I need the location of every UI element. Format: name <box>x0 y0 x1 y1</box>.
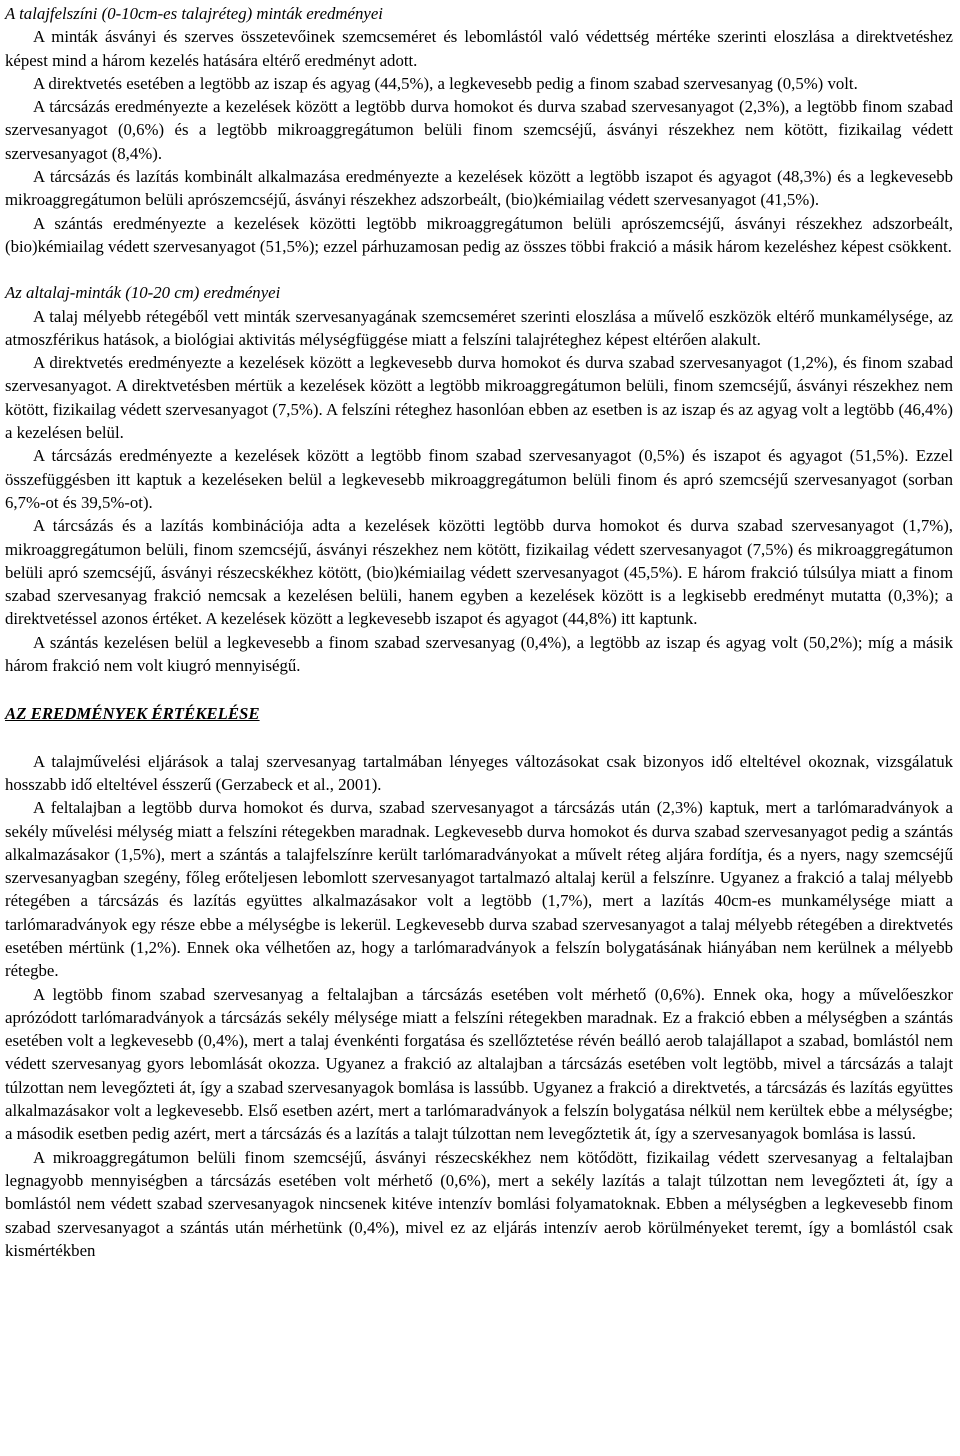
section-heading-evaluation: AZ EREDMÉNYEK ÉRTÉKELÉSE <box>5 704 260 724</box>
section-heading-topsoil: A talajfelszíni (0-10cm-es talajréteg) minták eredményei <box>5 4 383 23</box>
document-page <box>5 2 953 1262</box>
paragraph: A szántás kezelésen belül a legkevesebb a finom szabad szervesanyag (0,4%), a legtöbb az iszap és agyag volt (50,2%); míg a másik három frakció nem volt kiugró mennyiségű. <box>5 632 953 676</box>
paragraph: A direktvetés eredményezte a kezelések között a legkevesebb durva homokot és durva szabad szervesanyagot (1,2%), és finom szabad szervesanyagot. A direktvetésben mértük a kezelések között a legtöbb mikroaggregátumon belüli, finom szemcséjű, ásványi részekhez nem kötött, fizikailag védett szervesanyagot (7,5%). A felszíni réteghez hasonlóan ebben az esetben is az iszap és az agyag volt a legtöbb (46,4%) a kezelésen belül. <box>5 353 953 443</box>
paragraph: A legtöbb finom szabad szervesanyag a feltalajban a tárcsázás esetében volt mérhető (0,6%). Ennek oka, hogy a művelőeszkor aprózódott tarlómaradványok a tárcsázás sekély mélysége miatt a felszíni rétegekben maradnak. Ez a frakció ebben a mélységben a szántás esetében volt a legkevesebb (0,4%), mert a talaj évenkénti forgatása és szellőztetése révén beálló aerob talajállapot a szabad, bomlástól nem védett szervesanyag gyors lebomlását okozza. Ugyanez a frakció az altalajban a tárcsázás esetében volt legtöbb, mivel a tárcsázás a talajt túlzottan nem levegőzteti át, így a szabad szervesanyagok bomlása is lassúbb. Ugyanez a frakció a direktvetés, a tárcsázás és lazítás együttes alkalmazásakor volt a legkevesebb. Első esetben azért, mert a tarlómaradványok a felszín bolygatása nélkül nem kerültek ebbe a mélységbe; a második esetben pedig azért, mert a tárcsázás és a lazítás a talajt túlzottan nem levegőztetik át, így a szervesanyagok bomlása is lassú. <box>5 984 953 1144</box>
paragraph: A feltalajban a legtöbb durva homokot és durva, szabad szervesanyagot a tárcsázás után (2,3%) kaptuk, mert a tarlómaradványok a sekély művelési mélység miatt a felszíni rétegekben maradnak. Legkevesebb durva homokot és durva szabad szervesanyagot pedig a szántás alkalmazásakor (1,5%), mert a szántás a talajfelszínre került tarlómaradványokat a művelt réteg aljára fordítja, és a nyers, nagy szemcséjű szervesanyagban szegény, főleg erőteljesen lebomlott szervesanyagot tartalmazó altalaj kerül a felszínre. Ugyanez a frakció a talaj mélyebb rétegében a tárcsázás és lazítás együttes alkalmazásakor volt a legtöbb (1,7%), mert a lazítás 40cm-es munkamélysége miatt a tarlómaradványok egy része ebbe a mélységbe is lekerül. Legkevesebb durva szabad szervesanyagot a talaj mélyebb rétegében a direktvetés esetében mértünk (1,2%). Ennek oka vélhetően az, hogy a tarlómaradványok a felszín bolygatásának hiányában nem kerülnek a mélyebb rétegbe. <box>5 798 953 981</box>
paragraph: A tárcsázás és lazítás kombinált alkalmazása eredményezte a kezelések között a legtöbb iszapot és agyagot (48,3%) és a legkevesebb mikroaggregátumon belüli aprószemcséjű, ásványi részekhez adszorbeált, (bio)kémiailag védett szervesanyagot (41,5%). <box>5 167 953 210</box>
paragraph: A direktvetés esetében a legtöbb az iszap és agyag (44,5%), a legkevesebb pedig a finom szabad szervesanyag (0,5%) volt. <box>33 73 858 93</box>
paragraph: A minták ásványi és szerves összetevőinek szemcseméret és lebomlástól való védettség mértéke szerinti eloszlása a direktvetéshez képest mind a három kezelés hatására eltérő eredményt adott. <box>5 27 953 70</box>
section-heading-subsoil: Az altalaj-minták (10-20 cm) eredményei <box>5 283 281 303</box>
paragraph: A mikroaggregátumon belüli finom szemcséjű, ásványi részecskékhez nem kötődött, fizikailag védett szervesanyag a feltalajban legnagyobb mennyiségben a tárcsázás esetében volt mérhető (0,6%), mert a sekély lazítás a talajt túlzottan nem levegőzteti át, így a bomlástól nem védett szabad szervesanyagok nincsenek kitéve intenzív bomlási folyamatoknak. Ebben a mélységben a legkevesebb finom szabad szervesanyagot a szántás után mérhetünk (0,4%), mivel ez az eljárás intenzív aerob körülményeket teremt, így a bomlástól csak kismértékben <box>5 1147 953 1260</box>
paragraph: A talajművelési eljárások a talaj szervesanyag tartalmában lényeges változásokat csak bizonyos idő elteltével okoznak, vizsgálatuk hosszabb idő elteltével ésszerű (Gerzabeck et al., 2001). <box>5 751 953 794</box>
paragraph: A tárcsázás és a lazítás kombinációja adta a kezelések közötti legtöbb durva homokot és durva szabad szervesanyagot (1,7%), mikroaggregátumon belüli, finom szemcséjű, ásványi részekhez nem kötött, fizikailag védett szervesanyagot (7,5%) és mikroaggregátumon belüli apró szemcséjű, ásványi részecskékhez kötött, (bio)kémiailag védett szervesanyagot (45,5%). E három frakció túlsúlya miatt a finom szabad szervesanyag frakció nemcsak a kezelésen belüli, hanem egyben a kezelések között is a legkisebb eredményt mutatta (0,3%); a direktvetéssel azonos értéket. A kezelések között a legkevesebb iszapot és agyagot (44,8%) itt kaptunk. <box>5 516 953 629</box>
paragraph: A tárcsázás eredményezte a kezelések között a legtöbb finom szabad szervesanyagot (0,5%) és iszapot és agyagot (51,5%). Ezzel összefüggésben itt kaptuk a kezeléseken belül a legkevesebb mikroaggregátumon belüli finom és apró szemcséjű szervesanyagot (sorban 6,7%-ot és 39,5%-ot). <box>5 446 953 512</box>
paragraph: A szántás eredményezte a kezelések közötti legtöbb mikroaggregátumon belüli aprószemcséjű, ásványi részekhez adszorbeált, (bio)kémiailag védett szervesanyagot (51,5%); ezzel párhuzamosan pedig az összes többi frakció a másik három kezeléshez képest csökkent. <box>5 213 953 256</box>
paragraph: A tárcsázás eredményezte a kezelések között a legtöbb durva homokot és durva szabad szervesanyagot (2,3%), a legtöbb finom szabad szervesanyagot (0,6%) és a legtöbb mikroaggregátumon belüli finom szemcséjű, ásványi részekhez nem kötött, fizikailag védett szervesanyagot (8,4%). <box>5 97 953 163</box>
paragraph: A talaj mélyebb rétegéből vett minták szervesanyagának szemcseméret szerinti eloszlása a művelő eszközök eltérő munkamélysége, az atmoszférikus hatások, a biológiai aktivitás mélységfüggése miatt a felszíni talajréteghez képest eltérően alakult. <box>5 306 953 349</box>
